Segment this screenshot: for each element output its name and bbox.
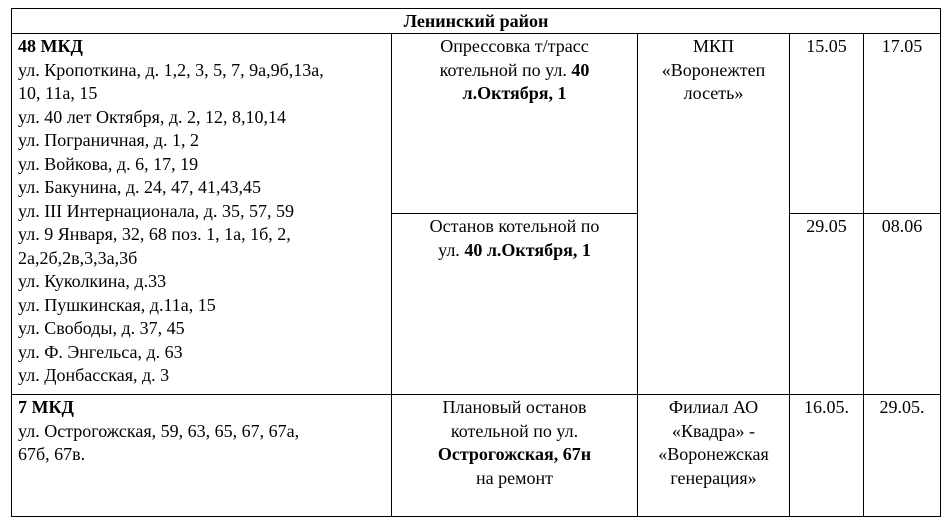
- address-cell: [12, 395, 392, 517]
- organization-cell: [638, 395, 790, 517]
- work-text-bold: 40 л.Октября, 1: [464, 239, 591, 260]
- start-date: 15.05: [790, 34, 864, 214]
- mkd-count: 48 МКД: [18, 36, 83, 56]
- work-text: Опрессовка т/трасс: [440, 36, 589, 56]
- table-row: [12, 395, 941, 517]
- org-text: генерация»: [670, 467, 757, 488]
- outage-schedule-table: [11, 8, 941, 517]
- org-text: «Воронежтеп: [661, 59, 766, 80]
- org-text: «Квадра» -: [672, 420, 755, 441]
- work-text: на ремонт: [475, 467, 553, 488]
- address-cell: [12, 34, 392, 395]
- org-text: Филиал АО: [668, 397, 759, 417]
- table-row: [12, 34, 941, 214]
- address-line: ул. Куколкина, д.33: [18, 271, 167, 291]
- org-text: МКП: [692, 36, 734, 56]
- end-date: 08.06: [864, 214, 941, 395]
- address-line: ул. Свободы, д. 37, 45: [18, 318, 185, 338]
- work-description-cell: [392, 214, 638, 395]
- address-line: ул. Кропоткина, д. 1,2, 3, 5, 7, 9а,9б,13а,: [18, 59, 324, 80]
- address-line: ул. Ф. Энгельса, д. 63: [18, 341, 183, 362]
- work-description-cell: [392, 34, 638, 214]
- organization-cell: [638, 34, 790, 395]
- mkd-count: 7 МКД: [18, 397, 74, 417]
- end-date: 29.05.: [864, 395, 941, 517]
- address-line: 2а,2б,2в,3,3а,3б: [18, 247, 138, 268]
- work-text: котельной по ул.: [450, 420, 579, 441]
- address-line: ул. 40 лет Октября, д. 2, 12, 8,10,14: [18, 106, 287, 127]
- district-header-row: [12, 9, 941, 34]
- address-line: ул. Острогожская, 59, 63, 65, 67, 67а,: [18, 420, 300, 441]
- work-text: ул.: [438, 239, 465, 260]
- org-text: лосеть»: [683, 83, 744, 103]
- address-line: 67б, 67в.: [18, 444, 86, 464]
- address-line: ул. Войкова, д. 6, 17, 19: [18, 153, 199, 174]
- work-text: Плановый останов: [442, 397, 587, 417]
- end-date: 17.05: [864, 34, 941, 214]
- work-text: котельной по ул.: [439, 59, 572, 80]
- address-line: ул. III Интернационала, д. 35, 57, 59: [18, 200, 294, 221]
- address-line: ул. Пушкинская, д.11а, 15: [18, 294, 216, 315]
- work-text: Останов котельной по: [429, 216, 600, 236]
- work-text-bold: 40: [571, 59, 590, 80]
- work-text-bold: Острогожская, 67н: [437, 444, 592, 464]
- address-line: ул. 9 Января, 32, 68 поз. 1, 1а, 1б, 2,: [18, 224, 291, 244]
- address-line: ул. Пограничная, д. 1, 2: [18, 130, 199, 150]
- work-text-bold: л.Октября, 1: [462, 83, 567, 103]
- address-line: ул. Донбасская, д. 3: [18, 365, 170, 385]
- address-line: 10, 11а, 15: [18, 83, 98, 103]
- org-text: «Воронежская: [658, 444, 769, 464]
- address-line: ул. Бакунина, д. 24, 47, 41,43,45: [18, 177, 262, 197]
- work-description-cell: [392, 395, 638, 517]
- start-date: 16.05.: [790, 395, 864, 517]
- district-title: Ленинский район: [12, 9, 941, 34]
- start-date: 29.05: [790, 214, 864, 395]
